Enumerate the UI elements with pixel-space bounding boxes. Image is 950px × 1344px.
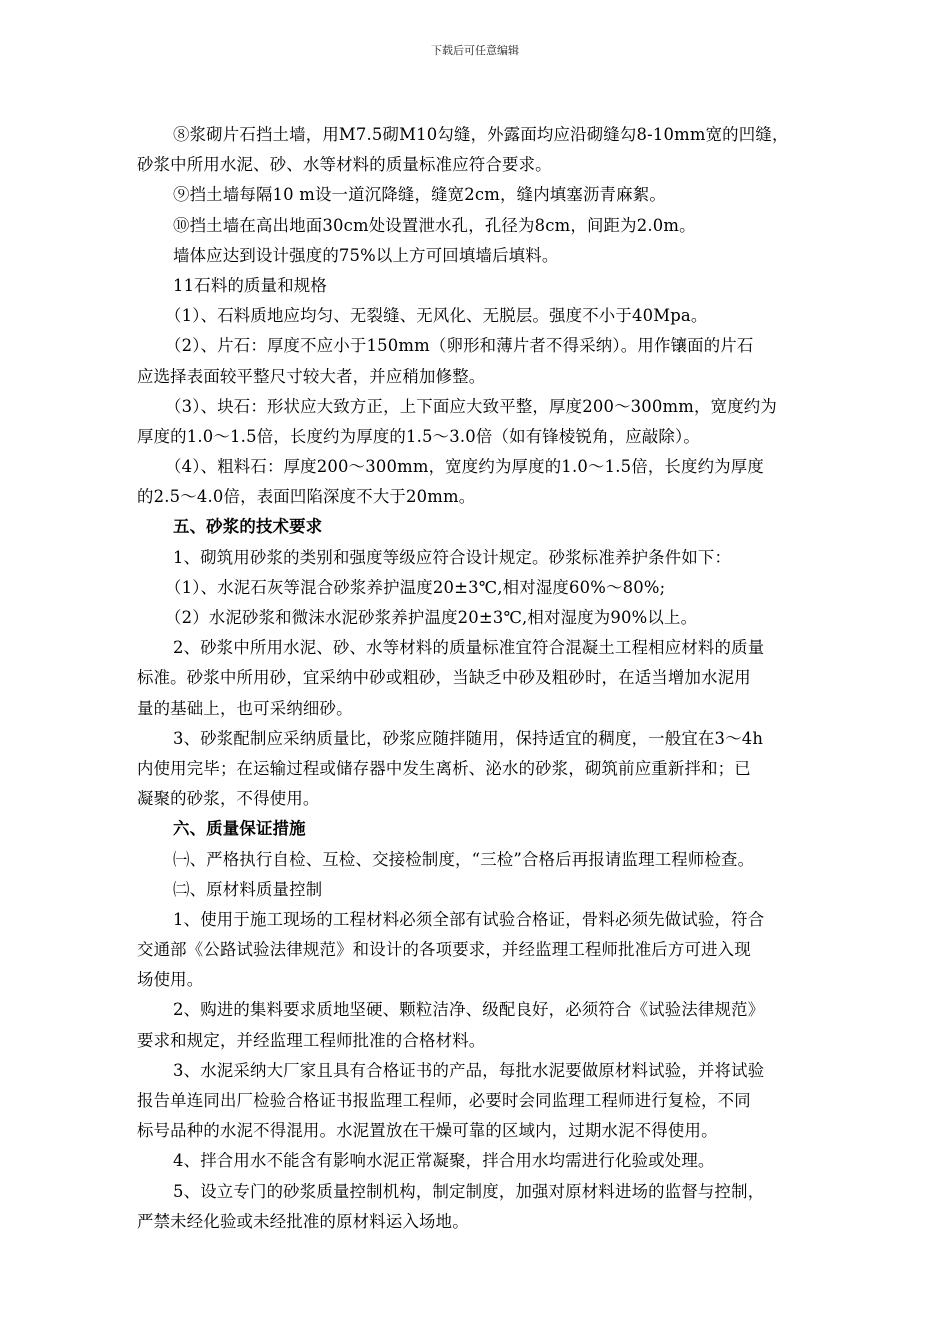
section-heading: 五、砂浆的技术要求	[173, 517, 323, 537]
paragraph-line: 凝聚的砂浆，不得使用。	[137, 789, 320, 809]
paragraph-line: 墙体应达到设计强度的75%以上方可回填墙后填料。	[173, 245, 559, 265]
paragraph-line: 2、购进的集料要求质地坚硬、颗粒洁净、级配良好，必须符合《试验法律规范》	[173, 1000, 765, 1020]
paragraph-line: 要求和规定，并经监理工程师批准的合格材料。	[137, 1030, 486, 1050]
document-body	[137, 120, 867, 1237]
paragraph-line: 内使用完毕；在运输过程或储存器中发生离析、泌水的砂浆，砌筑前应重新拌和；已	[137, 758, 751, 778]
paragraph-line: 标号品种的水泥不得混用。水泥置放在干燥可靠的区域内，过期水泥不得使用。	[137, 1121, 718, 1141]
paragraph-line: ㈡、原材料质量控制	[173, 879, 323, 899]
paragraph-line: 厚度的1.0～1.5倍，长度约为厚度的1.5～3.0倍（如有锋棱锐角，应敲除）。	[137, 426, 701, 446]
section-heading: 六、质量保证措施	[173, 819, 306, 839]
paragraph-line: 4、拌合用水不能含有影响水泥正常凝聚，拌合用水均需进行化验或处理。	[173, 1151, 715, 1171]
paragraph-line: 11石料的质量和规格	[173, 275, 327, 295]
paragraph-line: 交通部《公路试验法律规范》和设计的各项要求，并经监理工程师批准后方可进入现	[137, 940, 751, 960]
paragraph-line: 砂浆中所用水泥、砂、水等材料的质量标准应符合要求。	[137, 155, 552, 175]
paragraph-line: ⑨挡土墙每隔10 m设一道沉降缝，缝宽2cm，缝内填塞沥青麻絮。	[173, 185, 666, 205]
paragraph-line: 应选择表面较平整尺寸较大者，并应稍加修整。	[137, 366, 486, 386]
paragraph-line: 严禁未经化验或未经批准的原材料运入场地。	[137, 1211, 469, 1231]
paragraph-line: （1）、石料质地应均匀、无裂缝、无风化、无脱层。强度不小于40Mpa。	[165, 306, 708, 326]
paragraph-line: （2）、片石：厚度不应小于150mm（卵形和薄片者不得采纳）。用作镶面的片石	[165, 336, 754, 356]
paragraph-line: （3）、块石：形状应大致方正，上下面应大致平整，厚度200～300mm，宽度约为	[165, 396, 777, 416]
paragraph-line: 2、砂浆中所用水泥、砂、水等材料的质量标准宜符合混凝土工程相应材料的质量	[173, 638, 765, 658]
paragraph-line: 1、使用于施工现场的工程材料必须全部有试验合格证，骨料必须先做试验，符合	[173, 909, 765, 929]
paragraph-line: ⑩挡土墙在高出地面30cm处设置泄水孔，孔径为8cm，间距为2.0m。	[173, 215, 696, 235]
paragraph-line: 的2.5～4.0倍，表面凹陷深度不大于20mm。	[137, 487, 476, 507]
paragraph-line: （1）、水泥石灰等混合砂浆养护温度20±3℃,相对湿度60%～80%;	[165, 577, 666, 597]
paragraph-line: 3、砂浆配制应采纳质量比，砂浆应随拌随用，保持适宜的稠度，一般宜在3～4h	[173, 728, 764, 748]
paragraph-line: 5、设立专门的砂浆质量控制机构，制定制度，加强对原材料进场的监督与控制，	[173, 1181, 765, 1201]
paragraph-line: ⑧浆砌片石挡土墙，用M7.5砌M10勾缝，外露面均应沿砌缝勾8-10mm宽的凹缝，	[173, 125, 789, 144]
paragraph-line: 报告单连同出厂检验合格证书报监理工程师，必要时会同监理工程师进行复检，不同	[137, 1091, 751, 1110]
paragraph-line: 3、水泥采纳大厂家且具有合格证书的产品，每批水泥要做原材料试验，并将试验	[173, 1060, 765, 1080]
paragraph-line: 量的基础上，也可采纳细砂。	[137, 698, 353, 718]
page-header: 下载后可任意编辑	[431, 44, 519, 57]
paragraph-line: ㈠、严格执行自检、互检、交接检制度，“三检”合格后再报请监理工程师检查。	[173, 849, 755, 869]
paragraph-line: 标准。砂浆中所用砂，宜采纳中砂或粗砂，当缺乏中砂及粗砂时，在适当增加水泥用	[137, 668, 751, 688]
paragraph-line: （2）水泥砂浆和微沫水泥砂浆养护温度20±3℃,相对湿度为90%以上。	[165, 608, 698, 627]
paragraph-line: 场使用。	[137, 970, 204, 990]
paragraph-line: 1、砌筑用砂浆的类别和强度等级应符合设计规定。砂浆标准养护条件如下：	[173, 547, 732, 567]
paragraph-line: （4）、粗料石：厚度200～300mm，宽度约为厚度的1.0～1.5倍，长度约为厚度	[165, 457, 764, 477]
